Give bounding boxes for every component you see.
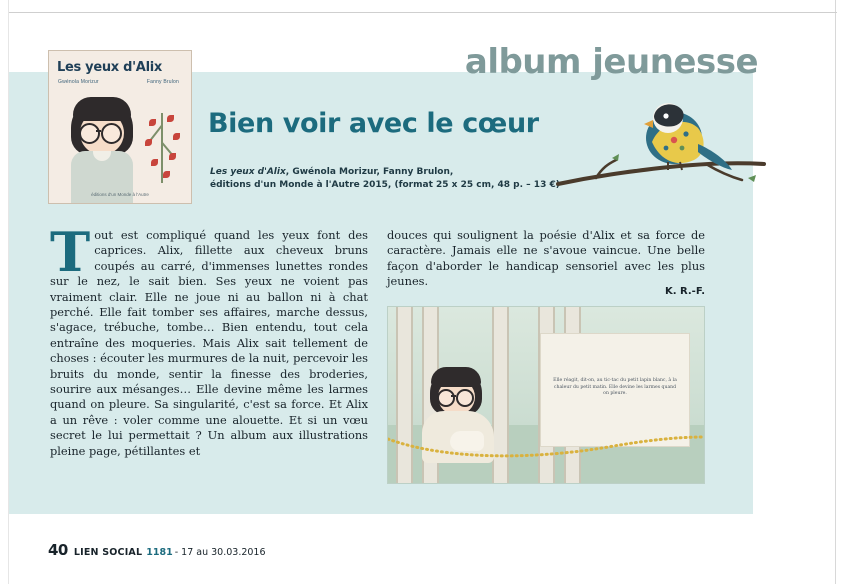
page-footer (48, 540, 266, 559)
illustration-caption: Elle réagit, dit-on, au tic-tac du petit lapin blanc, à la chaleur du petit matin. Elle devine les larmes quand on pleure. (553, 378, 677, 397)
illustration-text-card (540, 333, 690, 447)
page-number: 40 (48, 541, 68, 559)
article-headline: Bien voir avec le cœur (208, 108, 539, 139)
illustration-girl-glasses-left (437, 389, 455, 407)
article-body-left-column (50, 220, 368, 459)
top-rule (9, 12, 837, 13)
book-cover-image (48, 50, 192, 204)
illustration-girl-fringe (431, 367, 481, 387)
cover-girl-glasses-right (101, 123, 122, 144)
cover-girl-glasses-left (79, 123, 100, 144)
article-illustration (387, 306, 705, 484)
body-text-right: douces qui soulignent la poésie d'Alix et sa force de caractère. Jamais elle ne s'avoue vaincue. Une belle façon d'aborder le handicap sensoriel avec les plus jeunes. (387, 228, 705, 289)
author-byline: K. R.-F. (664, 286, 705, 297)
illustration-girl-glasses-right (456, 389, 474, 407)
cover-author-left: Gwénola Morizur (58, 79, 99, 85)
book-credits (210, 166, 570, 192)
bird-illustration (556, 98, 766, 214)
cover-author-right: Fanny Brulon (146, 79, 179, 85)
credits-book-title: Les yeux d'Alix (210, 167, 286, 177)
cover-title: Les yeux d'Alix (57, 60, 162, 75)
issue-number: 1181 (146, 547, 173, 558)
bird-svg (556, 98, 766, 214)
illustration-rope (388, 435, 704, 461)
article-body-right-column (387, 228, 705, 290)
page-left-margin (0, 0, 9, 584)
cover-girl-glasses-bridge (96, 130, 101, 132)
credits-publication-info: éditions d'un Monde à l'Autre 2015, (format 25 x 25 cm, 48 p. – 13 €) (210, 180, 560, 190)
drop-cap: T (50, 220, 91, 284)
cover-publisher: éditions d'un Monde à l'Autre (91, 192, 149, 197)
magazine-name: LIEN SOCIAL (73, 547, 143, 558)
cover-branch-decoration (139, 113, 185, 185)
cover-girl-fringe (73, 97, 131, 121)
page-right-margin (835, 0, 846, 584)
credits-authors: , Gwénola Morizur, Fanny Brulon, (285, 167, 454, 177)
issue-dates: - 17 au 30.03.2016 (174, 547, 266, 558)
body-text-left: out est compliqué quand les yeux font des caprices. Alix, fillette aux cheveux bruns coupés au carré, d'immenses lunettes rondes sur le nez, le sait bien. Ses yeux ne voient pas vraiment clair. Elle ne joue ni au ballon ni à chat perché. Elle fait tomber ses affaires, marche dessus, s'agace, trébuche, tombe… Bien entendu, tout cela entraîne des moqueries. Mais Alix sait tellement de choses : écouter les murmures de la nuit, percevoir les bruits du monde, sentir la finesse des broderies, sourire aux mésanges… Elle devine même les larmes quand on pleure. Sa singularité, c'est sa force. Et Alix a un rêve : voler comme une alouette. Et si un vœu secret le lui permettait ? Un album aux illustrations pleine page, pétillantes et (50, 228, 368, 458)
illustration-girl-glasses-bridge (451, 395, 456, 397)
section-title: album jeunesse (464, 42, 758, 82)
